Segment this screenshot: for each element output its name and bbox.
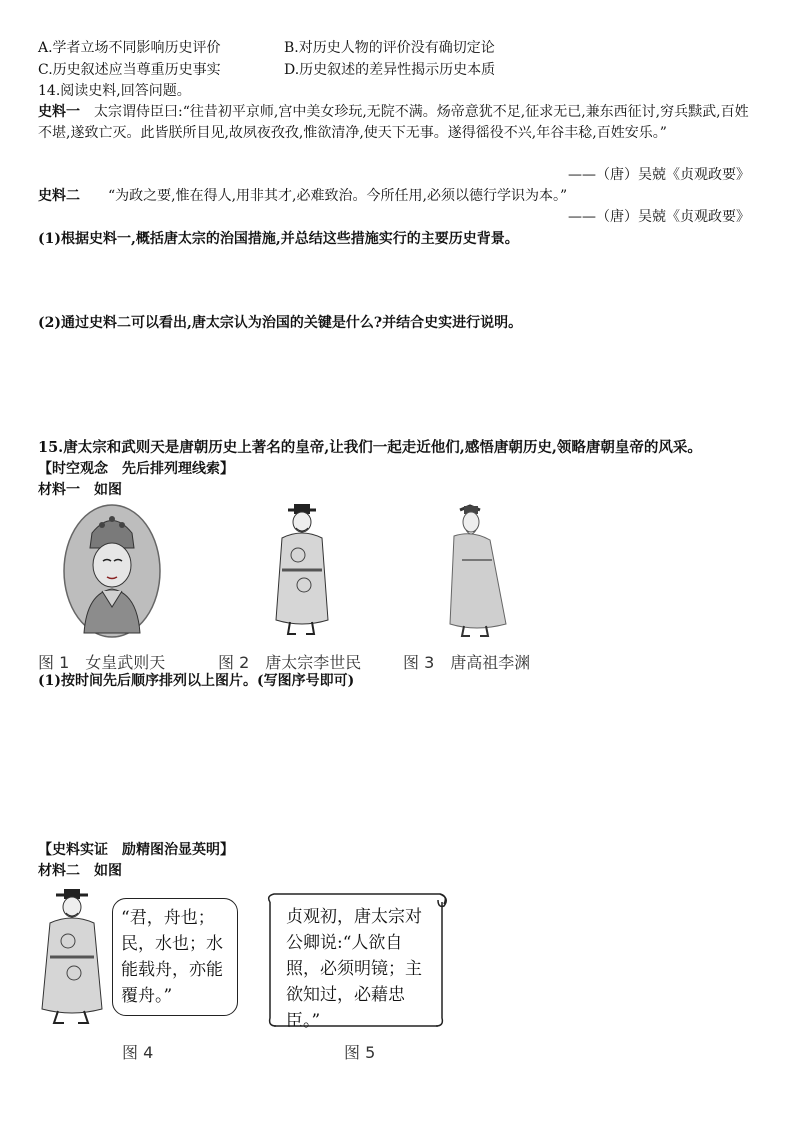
fig5-text-box — [276, 900, 442, 1038]
option-a: A.学者立场不同影响历史评价 — [38, 40, 221, 56]
option-c: C.历史叙述应当尊重历史事实 — [38, 62, 221, 78]
emperor-figure-4 — [36, 885, 112, 1029]
q14-material2-text: “为政之要,惟在得人,用非其才,必难致治。今所任用,必须以德行学识为本。” — [108, 188, 568, 204]
q14-material2 — [38, 186, 758, 207]
q14-question2: (2)通过史料二可以看出,唐太宗认为治国的关键是什么?并结合史实进行说明。 — [38, 315, 523, 331]
fig4-quote: “君，舟也；民，水也；水能载舟，亦能覆舟。” — [121, 908, 223, 1006]
q14-material1 — [38, 102, 758, 144]
q15-material1-label: 材料一 如图 — [38, 482, 122, 498]
tang-taizong-figure — [268, 500, 336, 640]
figure2-caption: 图 2 唐太宗李世民 — [218, 653, 362, 672]
q14-question1: (1)根据史料一,概括唐太宗的治国措施,并总结这些措施实行的主要历史背景。 — [38, 231, 519, 247]
q15-section2-title: 【史料实证 励精图治显英明】 — [38, 842, 234, 858]
tang-gaozu-figure — [440, 500, 512, 640]
fig5-text: 贞观初，唐太宗对公卿说:“人欲自照，必须明镜；主欲知过，必藉忠臣。” — [286, 907, 422, 1031]
figure4-caption: 图 4 — [122, 1043, 154, 1062]
fig4-speech-bubble — [112, 898, 238, 1016]
q14-material2-source: ——（唐）吴兢《贞观政要》 — [568, 209, 750, 225]
q14-title: 14.阅读史料,回答问题。 — [38, 83, 191, 99]
q15-material2-label: 材料二 如图 — [38, 863, 122, 879]
q15-question1: (1)按时间先后顺序排列以上图片。(写图序号即可) — [38, 673, 355, 689]
q14-material2-label: 史料二 — [38, 188, 80, 204]
q14-material1-source: ——（唐）吴兢《贞观政要》 — [568, 167, 750, 183]
figure1-caption: 图 1 女皇武则天 — [38, 653, 166, 672]
q15-intro: 15.唐太宗和武则天是唐朝历史上著名的皇帝,让我们一起走近他们,感悟唐朝历史,领略唐朝皇帝的风采。 — [38, 439, 702, 456]
wu-zetian-portrait — [62, 503, 162, 640]
option-d: D.历史叙述的差异性揭示历史本质 — [284, 62, 496, 78]
q14-material1-text: 太宗谓侍臣曰:“往昔初平京师,宫中美女珍玩,无院不满。炀帝意犹不足,征求无已,兼东西征讨,穷兵黩武,百姓不堪,遂致亡灭。此皆朕所目见,故夙夜孜孜,惟欲清净,使天下无事。遂得徭役不兴,年谷丰稔,百姓安乐。” — [38, 104, 749, 141]
figure5-caption: 图 5 — [344, 1043, 376, 1062]
figure3-caption: 图 3 唐高祖李渊 — [403, 653, 531, 672]
q15-section1-title: 【时空观念 先后排列理线索】 — [38, 461, 234, 477]
option-b: B.对历史人物的评价没有确切定论 — [284, 40, 495, 56]
q14-material1-label: 史料一 — [38, 104, 80, 120]
